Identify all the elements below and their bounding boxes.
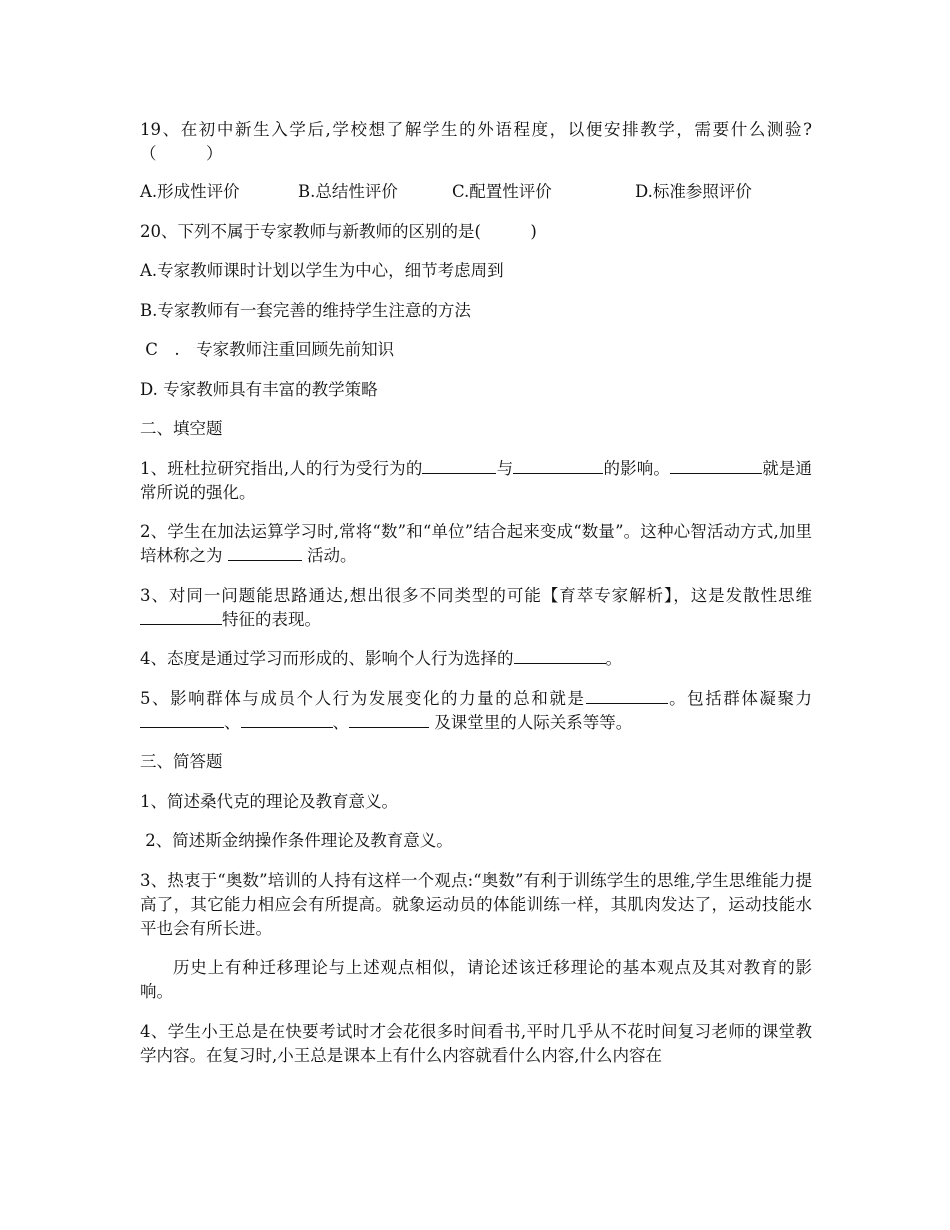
- question-19-options: [140, 180, 812, 204]
- fill-1-blank-3: [670, 457, 762, 474]
- short-answer-question-1: 1、简述桑代克的理论及教育意义。: [140, 791, 398, 811]
- fill-blank-question-2: [140, 520, 812, 568]
- question-19-option-d: D.标准参照评价: [635, 182, 752, 201]
- section-2-title: 二、填空题: [140, 419, 223, 438]
- question-20-stem: 20、下列不属于专家教师与新教师的区别的是( ): [140, 221, 537, 241]
- short-answer-question-3: 3、热衷于“奥数”培训的人持有这样一个观点:“奥数”有利于训练学生的思维,学生思维能力提高了，其它能力相应会有所提高。就象运动员的体能训练一样，其肌肉发达了，运动技能水平也会有所长进。: [140, 870, 812, 938]
- fill-5-blank-2: [140, 711, 224, 728]
- document-page: [140, 118, 812, 1083]
- fill-5-blank-4: [349, 711, 429, 728]
- short-answer-question-2: 2、简述斯金纳操作条件理论及教育意义。: [140, 831, 453, 850]
- fill-1-text-4: 就是通常所说的强化。: [140, 458, 813, 502]
- fill-3-blank-1: [140, 608, 222, 625]
- short-answer-question-3-followup: 历史上有种迁移理论与上述观点相似，请论述该迁移理论的基本观点及其对教育的影响。: [140, 958, 812, 1001]
- fill-3-text-1: 3、对同一问题能思路通达,想出很多不同类型的可能【育萃专家解析】，这是发散性思维: [140, 585, 812, 605]
- fill-blank-question-4: [140, 647, 812, 671]
- fill-5-text-3: 、: [224, 712, 241, 732]
- fill-5-blank-3: [241, 711, 333, 728]
- fill-blank-question-5: [140, 687, 812, 735]
- question-20-option-d: D. 专家教师具有丰富的教学策略: [140, 379, 378, 399]
- fill-4-text-1: 4、态度是通过学习而形成的、影响个人行为选择的: [140, 649, 514, 668]
- fill-5-text-5: 及课堂里的人际关系等等。: [429, 712, 633, 732]
- fill-1-blank-1: [422, 457, 496, 474]
- fill-1-blank-2: [513, 457, 603, 474]
- fill-1-text-2: 与: [496, 458, 514, 478]
- question-19-option-b: B.总结性评价: [298, 182, 398, 201]
- fill-5-text-1: 5、影响群体与成员个人行为发展变化的力量的总和就是: [140, 688, 586, 708]
- fill-5-blank-1: [586, 687, 668, 704]
- question-19-stem: 19、在初中新生入学后,学校想了解学生的外语程度，以便安排教学，需要什么测验?（ ）: [140, 120, 812, 163]
- fill-3-text-2: 特征的表现。: [222, 609, 321, 629]
- fill-blank-question-3: [140, 584, 812, 632]
- fill-2-text-2: 活动。: [301, 546, 357, 565]
- fill-4-blank-1: [514, 647, 606, 664]
- fill-1-text-3: 的影响。: [603, 458, 671, 478]
- question-19-option-a: A.形成性评价: [140, 182, 240, 201]
- section-3-title: 三、简答题: [140, 752, 223, 771]
- fill-5-text-2: 。包括群体凝聚力: [667, 688, 813, 708]
- fill-1-text-1: 1、班杜拉研究指出,人的行为受行为的: [140, 458, 423, 478]
- question-20-option-c: C . 专家教师注重回顾先前知识: [140, 340, 395, 359]
- fill-blank-question-1: [140, 457, 812, 505]
- fill-2-text-1: 2、学生在加法运算学习时,常将“数”和“单位”结合起来变成“数量”。这种心智活动方式,加里培林称之为: [140, 522, 812, 565]
- fill-5-text-4: 、: [332, 712, 349, 732]
- fill-2-blank-1: [228, 544, 302, 561]
- question-20-option-a: A.专家教师课时计划以学生为中心，细节考虑周到: [140, 261, 504, 280]
- fill-4-text-2: 。: [605, 649, 622, 668]
- short-answer-question-4: 4、学生小王总是在快要考试时才会花很多时间看书,平时几乎从不花时间复习老师的课堂教学内容。在复习时,小王总是课本上有什么内容就看什么内容,什么内容在: [140, 1021, 812, 1065]
- question-20-option-b: B.专家教师有一套完善的维持学生注意的方法: [140, 300, 471, 320]
- question-19-option-c: C.配置性评价: [452, 182, 552, 201]
